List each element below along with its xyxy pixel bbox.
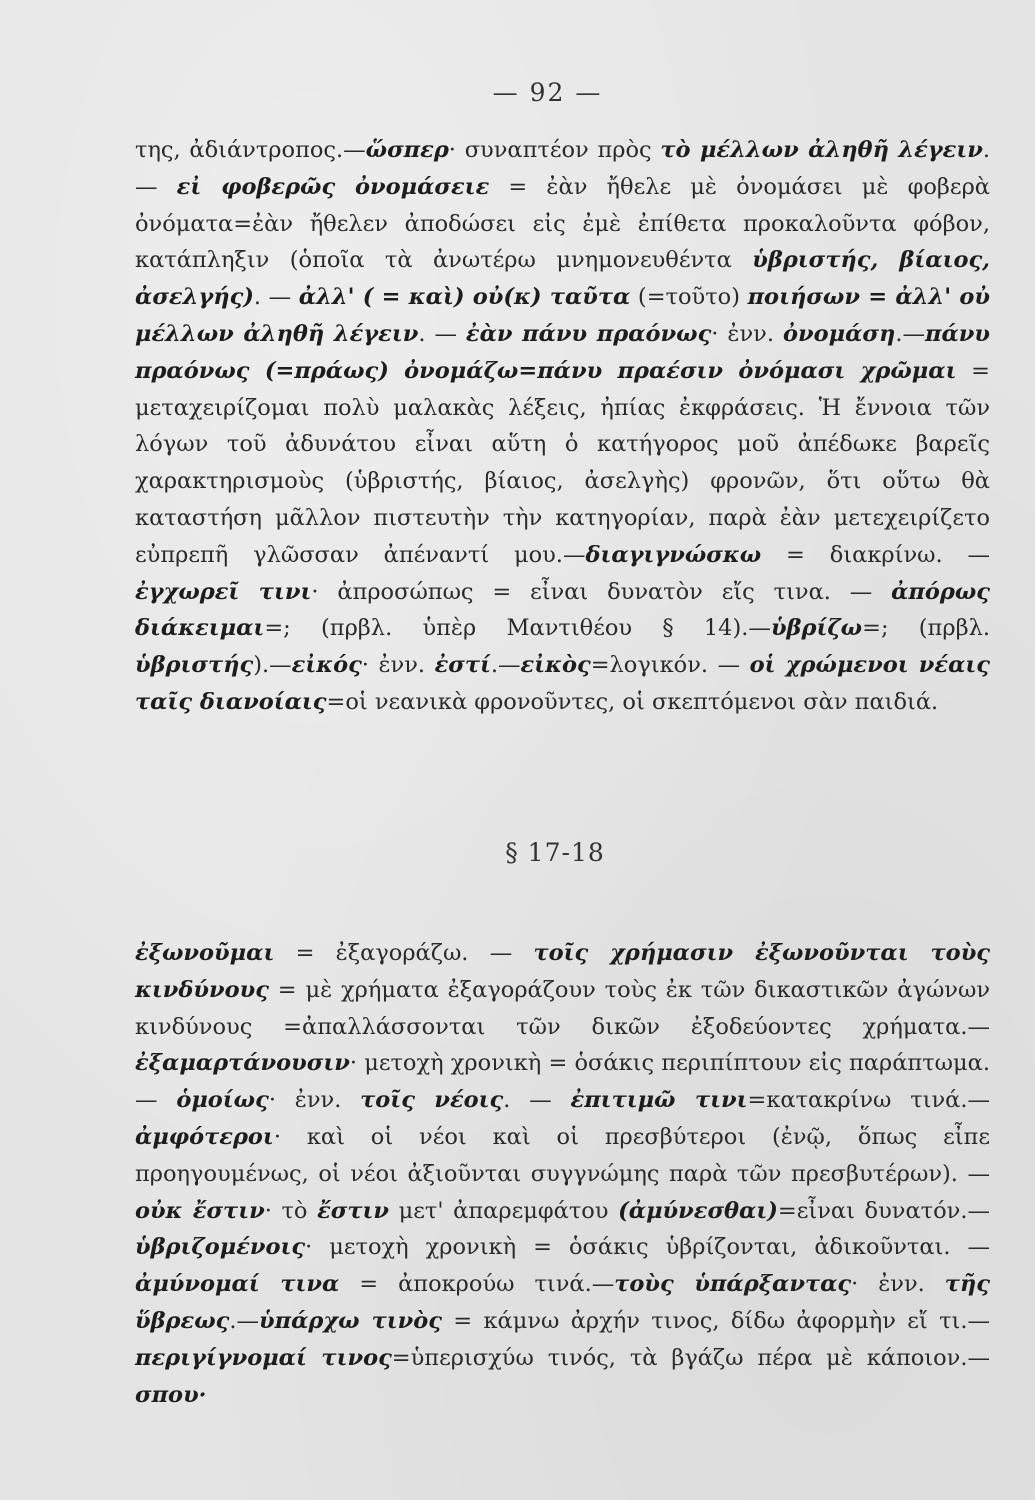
lemma-term: ὑβρίζω <box>770 615 863 642</box>
lemma-term: οὐκ ἔστιν <box>135 1197 265 1224</box>
gloss-text: · ἀπροσώπως = εἶναι δυνατὸν εἴς τινα. — <box>311 578 892 605</box>
gloss-text: · ἐνν. <box>268 1087 361 1114</box>
lemma-term: σπου· <box>135 1381 207 1408</box>
lemma-term: ἀμφότεροι <box>135 1123 274 1150</box>
gloss-text: · ἐνν. <box>711 320 783 347</box>
lemma-term: ἐστί <box>434 652 491 679</box>
gloss-text: . — <box>418 320 466 347</box>
lemma-term: ἀλλ' ( = καὶ) οὐ(κ) ταῦτα <box>298 284 631 311</box>
gloss-text: μετ' ἀπαρεμφάτου <box>389 1197 619 1224</box>
lemma-term: τοὺς ὑπάρξαντας <box>614 1271 852 1298</box>
gloss-text: =λογικόν. — <box>590 652 750 679</box>
lemma-term: ἐξαμαρτάνουσιν <box>135 1050 350 1077</box>
gloss-text: =εἶναι δυνατόν.— <box>777 1197 990 1224</box>
lemma-term: ὑπάρχω τινὸς <box>258 1307 442 1334</box>
lemma-term: ἐπιτιμῶ τινι <box>570 1087 748 1114</box>
lemma-term: ὑβριζομένοις <box>135 1234 306 1261</box>
lemma-term: ποιήσων = ἀλλ' οὐ μέλλων ἀληθῆ λέγειν <box>135 284 990 347</box>
gloss-text: =; (πρβλ. <box>862 615 990 642</box>
gloss-text: της, ἀδιάντροπος.— <box>135 137 366 163</box>
gloss-text: · μετοχὴ χρονικὴ = ὁσάκις ὑβρίζονται, ἀδικοῦνται. — <box>305 1234 990 1261</box>
commentary-paragraph-1 <box>135 132 990 721</box>
gloss-text: = μεταχειρίζομαι πολὺ μαλακὰς λέξεις, ἠπίας ἐκφράσεις. Ἡ ἔννοια τῶν λόγων τοῦ ἀδυνάτου εἶναι αὕτη ὁ κατήγορος μοῦ ἀπέδωκε βαρεῖς χαρακτηρισμοὺς (ὑβριστής, βίαιος, ἀσελγὴς) φρονῶν, ὅτι οὕτω θὰ καταστήση μᾶλλον πιστευτὴν τὴν κατηγορίαν, παρὰ ἐὰν μετεχειρίζετο εὐπρεπῆ γλῶσσαν ἀπέναντί μου.— <box>135 357 990 568</box>
gloss-text: =κατακρίνω τινά.— <box>747 1087 990 1114</box>
gloss-text: .— <box>490 652 521 679</box>
lemma-term: τοῖς χρήμασιν ἐξωνοῦνται τοὺς κινδύνους <box>135 940 990 1003</box>
lemma-term: ὥσπερ <box>365 137 449 163</box>
lemma-term: ὑβριστής <box>135 652 254 679</box>
gloss-text: = ἀποκρούω τινά.— <box>339 1271 615 1298</box>
gloss-text: ).— <box>253 652 292 679</box>
gloss-text: .— <box>229 1307 259 1334</box>
lemma-term: πάνυ πραόνως (=πράως) ὀνομάζω=πάνυ πραέσιν ὀνόμασι χρῶμαι <box>135 320 990 384</box>
lemma-term: ὁμοίως <box>176 1087 269 1114</box>
lemma-term: ἐὰν πάνυ πραόνως <box>465 320 712 347</box>
gloss-text: = ἐξαγοράζω. — <box>274 940 534 966</box>
gloss-text: = ἐὰν ἤθελε μὲ ὀνομάσει μὲ φοβερὰ ὀνόματα=ἐὰν ἤθελεν ἀποδώσει εἰς ἐμὲ ἐπίθετα προκαλοῦντα φόβον, κατάπληξιν (ὁποῖα τὰ ἀνωτέρω μνημονευθέντα <box>135 173 991 274</box>
lemma-term: ἀπόρως διάκειμαι <box>135 578 990 642</box>
gloss-text: · μετοχὴ χρονικὴ = ὁσάκις περιπίπτουν εἰς παράπτωμα. — <box>135 1050 990 1114</box>
lemma-term: οἱ χρώμενοι νέαις ταῖς διανοίαις <box>135 652 991 715</box>
commentary-paragraph-2 <box>135 935 990 1413</box>
lemma-term: ὑβριστής, βίαιος, ἀσελγής) <box>135 247 990 311</box>
gloss-text: .— <box>895 320 925 347</box>
gloss-text: = μὲ χρήματα ἐξαγοράζουν τοὺς ἐκ τῶν δικαστικῶν ἀγώνων κινδύνους =ἀπαλλάσσονται τῶν δικῶν ἐξοδεύοντες χρήματα.— <box>135 976 990 1040</box>
lemma-term: ὀνομάση <box>782 320 896 347</box>
lemma-term: τὸ μέλλων ἀληθῆ λέγειν <box>660 137 983 163</box>
lemma-term: περιγίγνομαί τινος <box>135 1344 392 1371</box>
gloss-text: =ὑπερισχύω τινός, τὰ βγάζω πέρα μὲ κάποιον.— <box>391 1344 990 1371</box>
gloss-text: . — <box>135 137 990 200</box>
lemma-term: (ἀμύνεσθαι) <box>618 1197 778 1224</box>
gloss-text: =οἱ νεανικὰ φρονοῦντες, οἱ σκεπτόμενοι σὰν παιδιά. <box>326 688 939 715</box>
lemma-term: διαγιγνώσκω <box>585 541 762 568</box>
gloss-text: . — <box>503 1087 571 1114</box>
lemma-term: εἰκός <box>291 652 362 679</box>
gloss-text: · ἐνν. <box>851 1271 945 1298</box>
gloss-text: · καὶ οἱ νέοι καὶ οἱ πρεσβύτεροι (ἐνῷ, ὅπως εἶπε προηγουμένως, οἱ νέοι ἀξιοῦνται συγγνώμης παρὰ τῶν πρεσβυτέρων). — <box>135 1123 990 1187</box>
gloss-text: = διακρίνω. — <box>761 541 990 568</box>
gloss-text: = κάμνω ἀρχήν τινος, δίδω ἀφορμὴν εἴ τι.— <box>441 1307 990 1334</box>
lemma-term: τοῖς νέοις <box>360 1087 504 1114</box>
gloss-text: (=τοῦτο) <box>630 284 748 311</box>
lemma-term: ἐγχωρεῖ τινι <box>135 578 312 605</box>
lemma-term: ἔστιν <box>317 1197 390 1224</box>
lemma-term: εἰκὸς <box>520 652 591 679</box>
gloss-text: . — <box>253 284 299 311</box>
gloss-text: =; (πρβλ. ὑπὲρ Μαντιθέου § 14).— <box>264 615 771 642</box>
section-heading: § 17-18 <box>505 838 605 867</box>
lemma-term: ἀμύνομαί τινα <box>135 1271 340 1298</box>
gloss-text: · συναπτέον πρὸς <box>448 137 661 163</box>
lemma-term: τῆς ὕβρεως <box>135 1271 990 1334</box>
page-number: — 92 — <box>492 78 603 107</box>
lemma-term: ἐξωνοῦμαι <box>135 940 275 966</box>
gloss-text: · ἐνν. <box>361 652 435 679</box>
lemma-term: εἰ φοβερῶς ὀνομάσειε <box>176 173 490 200</box>
gloss-text: · τὸ <box>264 1197 318 1224</box>
